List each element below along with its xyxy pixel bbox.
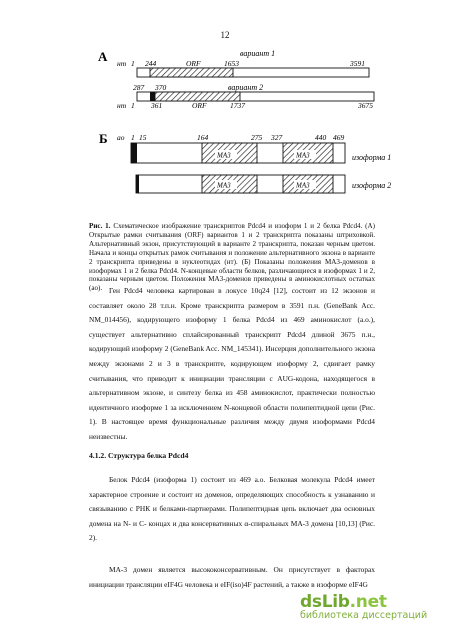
- t1-start: 1: [131, 59, 135, 68]
- t2-start: 1: [131, 101, 135, 110]
- panel-a-label: А: [98, 49, 108, 64]
- isoform1-n-terminal: [131, 143, 137, 163]
- t1-nt-label: нт: [117, 59, 127, 68]
- t1-variant-label: вариант 1: [240, 49, 276, 58]
- caption-label: Рис. 1.: [89, 222, 111, 230]
- tick-15: 15: [139, 133, 147, 142]
- isoform2-ma3-label-2: MA3: [296, 181, 310, 190]
- t2-orf-region: [155, 92, 240, 101]
- isoform1-ma3-label-1: MA3: [217, 151, 231, 160]
- caption-text: Схематическое изображение транскриптов Pdcd4 и изоформ 1 и 2 белка Pdcd4. (А) Открытые рамки считывания (ORF) вариантов 1 и 2 транскрипта показаны штриховкой. Альтернативный экзон, присутствующий в варианте 2 транскрипта, показан черным цветом. Начала и концы открытых рамок считывания и положение альтернативного экзона в варианте 2 транскрипта приведены в нуклеотидах (нт). (Б) Показаны положения МА3-доменов в изоформах 1 и 2 белка Pdcd4. N-концевые области белков, различающиеся в изоформах 1 и 2, показаны черным цветом. Положения МА3-доменов приведены в аминокислотных остатках (ао).: [89, 222, 375, 293]
- t2-exon-start: 287: [133, 83, 145, 92]
- panel-b-ao: ао: [117, 133, 125, 142]
- tick-164: 164: [197, 133, 209, 142]
- t2-alt-exon: [150, 92, 155, 101]
- t2-orf-start: 361: [151, 101, 163, 110]
- isoform2-label: изоформа 2: [352, 181, 392, 190]
- tick-1: 1: [131, 133, 135, 142]
- t2-orf-end: 1737: [230, 101, 245, 110]
- paragraph-2: Белок Pdcd4 (изоформа 1) состоит из 469 а.о. Белковая молекула Pdcd4 имеет характерное строение и состоит из доменов, определяющих способность к узнаванию и связыванию с РНК и белками-партнерами. Полипептидная цепь включает два основных домена на N- и C- концах и два консервативных α-спиральных МА-3 домена [10,13] (Рис. 2).: [89, 475, 375, 543]
- page-number: 12: [220, 30, 230, 40]
- watermark-logo: dsLib.net: [300, 592, 387, 612]
- t1-orf-region: [150, 68, 233, 77]
- t1-orf-end: 1653: [224, 59, 239, 68]
- isoform1-ma3-label-2: MA3: [296, 151, 310, 160]
- paragraph-1: Ген Pdcd4 человека картирован в локусе 10q24 [12], состоит из 12 экзонов и составляет около 28 т.п.н. Кроме транскрипта размером в 3591 п.н. (GeneBank Acc. NM_014456), кодирующего изоформу 1 белка Pdcd4 из 469 аминокислот (а.о.), существует альтернативно сплайсированный транскрипт Pdcd4 длиной 3675 п.н., кодирующий изоформу 2 (GeneBank Acc. NM_145341). Инсерция дополнительного экзона между экзонами 2 и 3 в транскрипте, кодирующем изоформу 2, сдвигает рамку считывания, что приводит к инициации трансляции с AUG-кодона, находящегося в альтернативном экзоне, и синтезу белка из 458 аминокислот, практически полностью идентичного изоформе 1 за исключением N-концевой области полипептидной цепи (Рис. 1). В настоящее время функциональные различия между двумя изоформами Pdcd4 неизвестны.: [89, 286, 375, 441]
- t1-end: 3591: [350, 59, 365, 68]
- t2-exon-end: 370: [155, 83, 167, 92]
- t2-nt-label: нт: [117, 101, 127, 110]
- tick-327: 327: [271, 133, 283, 142]
- watermark: [300, 592, 450, 637]
- isoform2-n-terminal: [136, 175, 139, 193]
- t2-orf-label: ORF: [192, 101, 207, 110]
- section-heading: 4.1.2. Структура белка Pdcd4: [89, 451, 189, 460]
- t2-variant-label: вариант 2: [228, 83, 264, 92]
- panel-b-label: Б: [99, 131, 108, 146]
- isoform2-ma3-label-1: MA3: [217, 181, 231, 190]
- watermark-subtitle: библиотека диссертаций: [300, 610, 428, 621]
- paragraph-3: МА-3 домен является высококонсервативным. Он присутствует в факторах инициации трансляции eIF4G человека и eIF(iso)4F растений, а также в изоформе eIF4G: [89, 565, 375, 589]
- t1-orf-label: ORF: [186, 59, 201, 68]
- tick-275: 275: [251, 133, 263, 142]
- figure-caption: [89, 222, 375, 293]
- t1-orf-start: 244: [145, 59, 157, 68]
- isoform1-label: изоформа 1: [352, 153, 392, 162]
- tick-469: 469: [333, 133, 345, 142]
- t2-end: 3675: [358, 101, 373, 110]
- figure-1: [0, 0, 450, 220]
- tick-440: 440: [315, 133, 327, 142]
